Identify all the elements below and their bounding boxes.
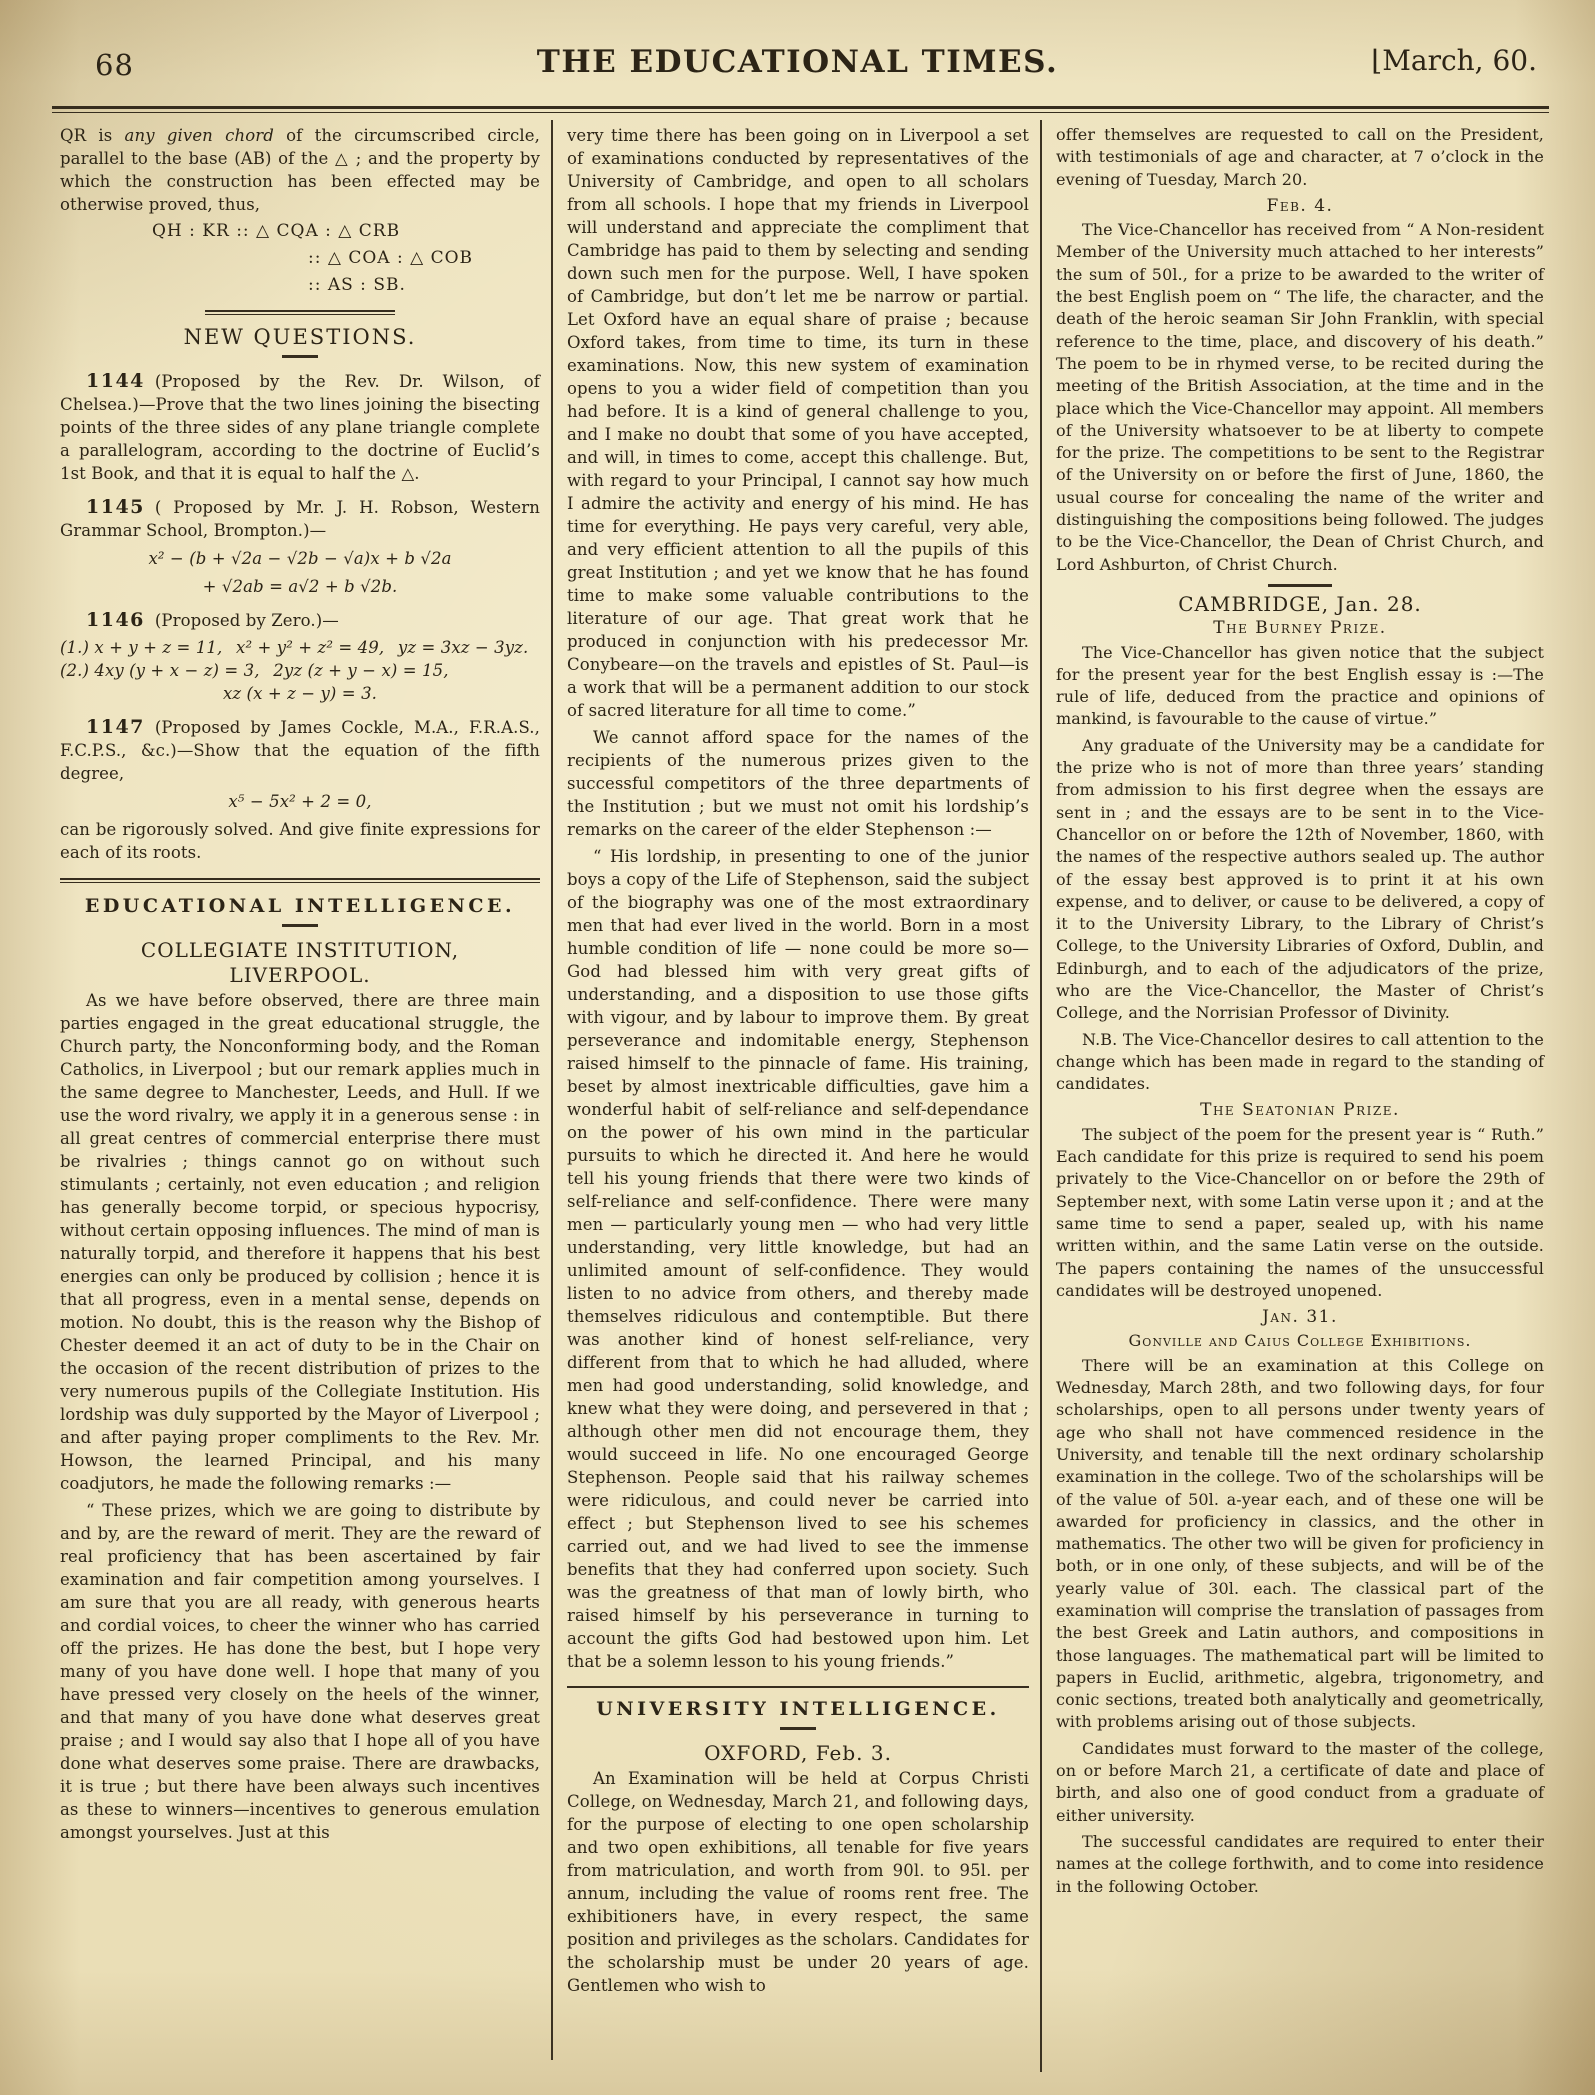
oxford-heading: OXFORD, Feb. 3.: [704, 1741, 892, 1765]
speech-continuation-paragraph: very time there has been going on in Liverpool a set of examinations conducted by representatives of the University of Cambridge, and open to all scholars from all schools. I hope that my friends in Liverpool will understand and appreciate the compliment that Cambridge has paid to them by selecting and sending down such men for the purpose. Well, I have spoken of Cambridge, but don’t let me be narrow or partial. Let Oxford have an equal share of praise ; because Oxford takes, from time to time, its turn in these examinations. Now, this new system of examination opens to you a wider field of competition than you had before. It is a kind of general challenge to you, and I make no doubt that some of you have accepted, and will, in times to come, accept this challenge. But, with regard to your Principal, I cannot say how much I admire the activity and energy of his mind. He has time for everything. He pays very careful, very able, and very efficient attention to all the pupils of this great Institution ; and yet we know that he has found time to make some valuable contributions to the literature of our age. That great work that he produced in conjunction with his predecessor Mr. Conybeare—on the travels and epistles of St. Paul—is a work that will be a permanent addition to our stock of sacred literature for all time to come.”: [567, 126, 1029, 720]
geometry-solution-rest: of the circumscribed circle, parallel to the base (AB) of the △ ; and the property by which the construction has been effected may be otherwise proved, thus,: [60, 126, 540, 214]
prize-names-paragraph: We cannot afford space for the names of the recipients of the numerous prizes given to the successful competitors of the three departments of the Institution ; but we must not omit his lordship’s remarks on the career of the elder Stephenson :—: [567, 728, 1029, 839]
jan-31-heading: Jan. 31.: [1262, 1307, 1338, 1328]
question-1146: [60, 609, 540, 632]
question-1144-text: (Proposed by the Rev. Dr. Wilson, of Chelsea.)—Prove that the two lines joining the bisecting points of the three sides of any plane triangle complete a parallelogram, according to the doctrine of Euclid’s 1st Book, and that it is equal to half the △.: [60, 372, 540, 483]
question-1145-formula-line-1: x² − (b + √2a − √2b − √a)x + b √2a: [148, 549, 452, 568]
question-1144-number: 1144: [86, 370, 145, 392]
heading-dash: [282, 924, 318, 927]
page-number: 68: [95, 48, 134, 82]
section-rule-single: [567, 1686, 1029, 1688]
question-1145: [60, 496, 540, 542]
question-1146-eq-1: (1.) x + y + z = 11, x² + y² + z² = 49, yz = 3xz − 3yz.: [60, 638, 529, 657]
question-1147: [60, 716, 540, 785]
bishop-speech-quote: “ These prizes, which we are going to distribute by and by, are the reward of merit. They are the reward of real proficiency that has been ascertained by fair examination and fair competition among yourselves. I am sure that you are all ready, with generous hearts and cordial voices, to cheer the winner who has carried off the prizes. He has done the best, but I hope very many of you have done well. I hope that many of you have pressed very closely on the heels of the winner, and that many of you have done what deserves great praise ; and I would say also that I hope all of you have done what deserves some praise. There are drawbacks, it is true ; but there have been always such incentives as these to winners—incentives to generous emulation amongst yourselves. Just at this: [60, 1501, 540, 1842]
proportion-line-3: :: AS : SB.: [308, 275, 406, 295]
gonville-examination-paragraph: There will be an examination at this College on Wednesday, March 28th, and two following days, for four scholarships, open to all persons under twenty years of age who shall not have commenced residence in the University, and tenable till the next ordinary scholarship examination in the college. Two of the scholarships will be of the value of 50l. a-year each, and of these one will be awarded for proficiency in classics, and the other in mathematics. The other two will be given for proficiency in both, or in one only, of these subjects, and will be of the yearly value of 30l. each. The classical part of the examination will comprise the translation of passages from the best Greek and Latin authors, and compositions in those languages. The mathematical part will be limited to papers in Euclid, arithmetic, algebra, trigonometry, and conic sections, treated both analytically and geometrically, with problems arising out of those subjects.: [1056, 1355, 1544, 1732]
question-1146-number: 1146: [86, 609, 145, 631]
column-1: [60, 124, 540, 1848]
heading-dash: [780, 1727, 816, 1730]
educational-intelligence-heading: EDUCATIONAL INTELLIGENCE.: [84, 895, 516, 917]
oxford-examination-paragraph: An Examination will be held at Corpus Christi College, on Wednesday, March 21, and following days, for the purpose of electing to one open scholarship and two open exhibitions, all tenable for five years from matriculation, and worth from 90l. to 95l. per annum, including the value of rooms rent free. The exhibitioners have, in every respect, the same position and privileges as the scholars. Candidates for the scholarship must be under 20 years of age. Gentlemen who wish to: [567, 1769, 1029, 1995]
column-divider-1: [551, 120, 553, 2060]
university-intelligence-heading: UNIVERSITY INTELLIGENCE.: [596, 1698, 1000, 1720]
geometry-solution-emphasis: any given chord: [124, 126, 274, 145]
heading-dash: [282, 355, 318, 358]
burney-prize-heading: The Burney Prize.: [1213, 618, 1387, 639]
question-1147-continuation: can be rigorously solved. And give finite expressions for each of its roots.: [60, 820, 540, 862]
stephenson-quote-paragraph: “ His lordship, in presenting to one of the junior boys a copy of the Life of Stephenson, said the subject of the biography was one of the most extraordinary men that had ever lived in the world. Born in a most humble condition of life — none could be more so—God had blessed him with very great gifts of understanding, and a disposition to use those gifts with vigour, and by labour to improve them. By great perseverance and indomitable energy, Stephenson raised himself to the pinnacle of fame. His training, beset by almost inextricable difficulties, gave him a wonderful habit of self-reliance and self-dependance on the power of his own mind in the particular pursuits to which he directed it. And here he would tell his young friends that there were two kinds of self-reliance and self-confidence. There were many men — particularly young men — who had very little understanding, very little knowledge, but had an unlimited amount of self-confidence. They would listen to no advice from others, and thereby made themselves ridiculous and contemptible. But there was another kind of honest self-reliance, very different from that to which he had alluded, where men had good understanding, solid knowledge, and knew what they were doing, and persevered in that ; although other men did not encourage them, they would succeed in life. No one encouraged George Stephenson. People said that his railway schemes were ridiculous, and could never be carried into effect ; but Stephenson lived to see his schemes carried out, and we had lived to see the immense benefits that they had conferred upon society. Such was the greatness of that man of lowly birth, who raised himself by his perseverance in turning to account the gifts God had bestowed upon him. Let that be a solemn lesson to his young friends.”: [567, 847, 1029, 1671]
burney-prize-paragraph: The Vice-Chancellor has given notice that the subject for the present year for the best English essay is :—The rule of life, deduced from the practice and opinions of mankind, is favourable to the cause of virtue.”: [1056, 642, 1544, 729]
oxford-continuation-paragraph: offer themselves are requested to call on the President, with testimonials of age and character, at 7 o’clock in the evening of Tuesday, March 20.: [1056, 125, 1544, 189]
collegiate-institution-heading: COLLEGIATE INSTITUTION,: [140, 938, 460, 962]
seatonian-prize-paragraph: The subject of the poem for the present year is “ Ruth.” Each candidate for this prize is required to send his poem privately to the Vice-Chancellor on or before the 29th of September next, with some Latin verse upon it ; and at the same time to send a paper, sealed up, with his name written within, and the same Latin verse on the outside. The papers containing the names of the unsuccessful candidates will be destroyed unopened.: [1056, 1124, 1544, 1300]
geometry-solution-text: QR is: [60, 126, 125, 145]
header-rule: [52, 106, 1549, 113]
new-questions-heading: NEW QUESTIONS.: [183, 325, 417, 349]
successful-candidates-paragraph: The successful candidates are required to enter their names at the college forthwith, and to come into residence in the following October.: [1056, 1831, 1544, 1896]
question-1147-text: (Proposed by James Cockle, M.A., F.R.A.S., F.C.P.S., &c.)—Show that the equation of the fifth degree,: [60, 718, 540, 783]
question-1146-text: (Proposed by Zero.)—: [154, 611, 339, 630]
franklin-prize-paragraph: The Vice-Chancellor has received from “ A Non-resident Member of the University much attached to her interests” the sum of 50l., for a prize to be awarded to the writer of the best English poem on “ The life, the character, and the death of the heroic seaman Sir John Franklin, with special reference to the time, place, and discovery of his death.” The poem to be in rhymed verse, to be recited during the meeting of the British Association, at the time and in the place which the Vice-Chancellor may appoint. All members of the University whatsoever to be at liberty to compete for the prize. The competitions to be sent to the Registrar of the University on or before the first of June, 1860, the usual course for concealing the name of the writer and distinguishing the compositions being followed. The judges to be the Vice-Chancellor, the Dean of Christ Church, and Lord Ashburton, of Christ Church.: [1056, 220, 1544, 574]
question-1147-number: 1147: [86, 716, 145, 738]
question-1144: [60, 370, 540, 485]
column-2: [567, 124, 1029, 2001]
section-rule: [205, 310, 395, 315]
column-3: [1056, 124, 1544, 1902]
gonville-caius-heading: Gonville and Caius College Exhibitions.: [1128, 1331, 1472, 1351]
question-1145-formula-line-2: + √2ab = a√2 + b √2b.: [202, 577, 398, 596]
column-divider-2: [1040, 120, 1042, 2072]
question-1146-eq-3: xz (x + z − y) = 3.: [222, 684, 378, 703]
liverpool-report-paragraph: As we have before observed, there are three main parties engaged in the great educational struggle, the Church party, the Nonconforming body, and the Roman Catholics, in Liverpool ; but our remark applies much in the same degree to Manchester, Leeds, and Hull. If we use the word rivalry, we apply it in a generous sense : in all great centres of commercial enterprise there must be rivalries ; things cannot go on without such stimulants ; certainly, not even education ; and religion has generally become torpid, or specious hypocrisy, without certain opposing influences. The mind of man is naturally torpid, and therefore it happens that his best energies can only be produced by collision ; hence it is that all progress, even in a mental sense, depends on motion. No doubt, this is the reason why the Bishop of Chester deemed it an act of duty to be in the Chair on the occasion of the recent distribution of prizes to the very numerous pupils of the Collegiate Institution. His lordship was duly supported by the Mayor of Liverpool ; and after paying proper compliments to the Rev. Mr. Howson, the learned Principal, and his many coadjutors, he made the following remarks :—: [60, 991, 540, 1493]
question-1147-formula: x⁵ − 5x² + 2 = 0,: [228, 792, 372, 811]
section-rule-tiny: [1268, 584, 1332, 587]
graduate-candidate-paragraph: Any graduate of the University may be a candidate for the prize who is not of more than three years’ standing from admission to his first degree when the essays are sent in ; and the essays are to be sent in to the Vice-Chancellor on or before the 12th of November, 1860, with the names of the respective authors sealed up. The author of the essay best approved is to print it at his own expense, and to deliver, or cause to be delivered, a copy of it to the University Library, to the Library of Christ’s College, to the University Libraries of Oxford, Dublin, and Edinburgh, and to each of the adjudicators of the prize, who are the Vice-Chancellor, the Master of Christ’s College, and the Norrisian Professor of Divinity.: [1056, 735, 1544, 1023]
feb-4-heading: Feb. 4.: [1266, 195, 1334, 216]
cambridge-heading: CAMBRIDGE, Jan. 28.: [1178, 591, 1422, 616]
question-1146-eq-2: (2.) 4xy (y + x − z) = 3, 2yz (z + y − x) = 15,: [60, 661, 449, 680]
geometry-solution-paragraph: [60, 124, 540, 216]
issue-date: ⌊March, 60.: [1371, 44, 1537, 77]
seatonian-prize-heading: The Seatonian Prize.: [1200, 1100, 1400, 1121]
proportion-line-1: QH : KR :: △ CQA : △ CRB: [152, 221, 401, 241]
proportion-line-2: :: △ COA : △ COB: [308, 248, 474, 268]
nb-paragraph: N.B. The Vice-Chancellor desires to call attention to the change which has been made in regard to the standing of candidates.: [1056, 1029, 1544, 1094]
candidates-forward-paragraph: Candidates must forward to the master of the college, on or before March 21, a certificate of date and place of birth, and also one of good conduct from a graduate of either university.: [1056, 1738, 1544, 1825]
question-1145-text: ( Proposed by Mr. J. H. Robson, Western Grammar School, Brompton.)—: [60, 498, 540, 540]
question-1145-number: 1145: [86, 496, 145, 518]
liverpool-heading: LIVERPOOL.: [229, 963, 371, 987]
masthead-title: THE EDUCATIONAL TIMES.: [536, 44, 1059, 80]
section-rule-full: [60, 878, 540, 883]
